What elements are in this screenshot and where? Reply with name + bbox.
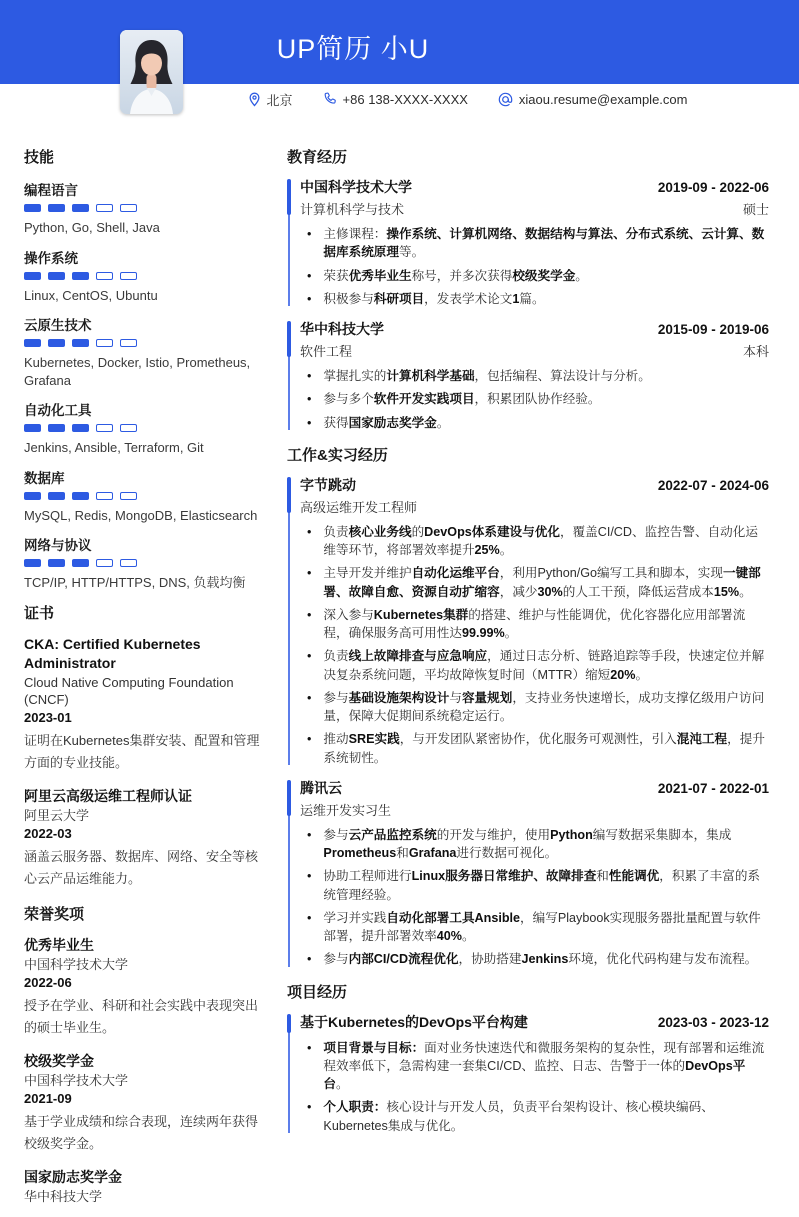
level-bar-filled (72, 492, 89, 500)
bullet-text: 项目背景与目标：面对业务快速迭代和微服务架构的复杂性，现有部署和运维流程效率低下，急需构建一套集CI/CD、监控、日志、告警于一体的DevOps平台。 (323, 1040, 765, 1091)
credential-date: 2022-03 (24, 825, 72, 841)
bullet-item (307, 1098, 769, 1135)
email-icon (498, 92, 513, 107)
credential-date: 2023-01 (24, 709, 72, 725)
level-bar-empty (120, 559, 137, 567)
bullet-dot: • (307, 952, 312, 967)
level-bar-filled (24, 204, 41, 212)
certs-heading: 证书 (24, 604, 55, 622)
bullet-item (307, 367, 769, 385)
skill-item (24, 534, 267, 592)
level-bar-empty (120, 272, 137, 280)
level-bar-empty (96, 339, 113, 347)
bullet-item (307, 606, 769, 643)
skill-detail: Kubernetes, Docker, Istio, Prometheus, Grafana (24, 355, 251, 388)
work-entries (287, 475, 769, 969)
entry-date: 2023-03 - 2023-12 (657, 1014, 769, 1030)
credential-desc: 基于学业成绩和综合表现，连续两年获得校级奖学金。 (24, 1113, 259, 1152)
bullet-text: 参与内部CI/CD流程优化，协助搭建Jenkins环境，优化代码构建与发布流程。 (323, 952, 758, 967)
work-heading: 工作&实习经历 (287, 446, 388, 464)
credential-date: 2022-06 (24, 974, 72, 990)
skill-detail: Python, Go, Shell, Java (24, 220, 160, 235)
skill-level-bars (24, 492, 267, 500)
education-heading: 教育经历 (287, 149, 348, 166)
entry-title: 华中科技大学 (300, 321, 384, 337)
skill-item (24, 247, 267, 305)
contact-text: xiaou.resume@example.com (518, 91, 688, 107)
skill-level-bars (24, 424, 267, 432)
contact-item (498, 92, 688, 107)
level-bar-filled (24, 272, 41, 280)
bullet-dot: • (307, 607, 312, 622)
phone-icon (323, 92, 337, 106)
level-bar-filled (48, 559, 65, 567)
level-bar-filled (72, 204, 89, 212)
entry-bullets (300, 225, 769, 308)
bullet-dot: • (307, 227, 312, 241)
bullet-dot: • (307, 690, 312, 705)
level-bar-filled (24, 339, 41, 347)
credential-org: 华中科技大学 (24, 1188, 103, 1204)
honors-heading: 荣誉奖项 (24, 906, 85, 924)
skill-name: 操作系统 (24, 250, 78, 266)
level-bar-empty (96, 492, 113, 500)
skill-level-bars (24, 559, 267, 567)
sidebar (24, 146, 267, 1217)
contact-item (323, 92, 468, 107)
skill-detail: MySQL, Redis, MongoDB, Elasticsearch (24, 507, 258, 523)
education-entries (287, 177, 769, 432)
level-bar-filled (24, 492, 41, 500)
bullet-dot: • (307, 291, 312, 306)
bullet-item (307, 523, 769, 560)
bullet-item (307, 826, 769, 863)
entry-bullets (300, 367, 769, 432)
bullet-item (307, 867, 769, 904)
level-bar-filled (48, 204, 65, 212)
entry-degree: 本科 (742, 344, 769, 359)
bullet-item (307, 730, 769, 767)
skill-name: 网络与协议 (24, 538, 92, 554)
credential-item (24, 1168, 267, 1205)
bullet-dot: • (307, 369, 312, 383)
level-bar-filled (48, 492, 65, 500)
level-bar-filled (48, 272, 65, 280)
bullet-item (307, 390, 769, 408)
bullet-dot: • (307, 566, 312, 581)
bullet-dot: • (307, 827, 312, 842)
level-bar-empty (120, 339, 137, 347)
skill-name: 编程语言 (24, 183, 78, 198)
level-bar-filled (72, 559, 89, 567)
resume-entry (287, 319, 769, 432)
skill-name: 数据库 (24, 470, 65, 486)
bullet-dot: • (307, 1040, 312, 1055)
bullet-item (307, 909, 769, 946)
bullet-text: 负责核心业务线的DevOps体系建设与优化，覆盖CI/CD、监控告警、自动化运维等环节，将部署效率提升25%。 (323, 524, 758, 557)
level-bar-filled (72, 424, 89, 432)
bullet-text: 个人职责：核心设计与开发人员，负责平台架构设计、核心模块编码、Kubernetes集成与优化。 (323, 1100, 714, 1133)
bullet-dot: • (307, 732, 312, 747)
bullet-text: 推动SRE实践，与开发团队紧密协作，优化服务可观测性，引入混沌工程，提升系统韧性。 (323, 732, 765, 765)
bullet-text: 主修课程：操作系统、计算机网络、数据结构与算法、分布式系统、云计算、数据库系统原理等。 (323, 227, 765, 260)
level-bar-empty (96, 559, 113, 567)
certs-list (24, 635, 267, 891)
bullet-item (307, 290, 769, 308)
credential-name: 国家励志奖学金 (24, 1169, 122, 1186)
skill-detail: TCP/IP, HTTP/HTTPS, DNS, 负载均衡 (24, 575, 246, 591)
bullet-text: 获得国家励志奖学金。 (323, 415, 450, 430)
entry-title: 中国科学技术大学 (300, 179, 412, 195)
entry-bullets (300, 523, 769, 767)
resume-entry (287, 1012, 769, 1135)
entry-date: 2019-09 - 2022-06 (657, 180, 769, 195)
contact-text: +86 138-XXXX-XXXX (342, 91, 468, 107)
credential-item (24, 635, 267, 775)
credential-org: 阿里云大学 (24, 808, 90, 824)
page-title: UP简历 小U (276, 34, 430, 64)
bullet-text: 负责线上故障排查与应急响应，通过日志分析、链路追踪等手段，快速定位并解决复杂系统问题，平均故障恢复时间（MTTR）缩短20%。 (323, 649, 765, 682)
level-bar-filled (48, 424, 65, 432)
contact-text: 北京 (266, 92, 293, 108)
bullet-text: 荣获优秀毕业生称号，并多次获得校级奖学金。 (323, 268, 588, 283)
entry-subtitle: 计算机科学与技术 (300, 202, 405, 217)
bullet-text: 参与云产品监控系统的开发与维护，使用Python编写数据采集脚本，集成Prometheus和Grafana进行数据可视化。 (323, 827, 732, 860)
bullet-item (307, 564, 769, 601)
credential-desc: 授予在学业、科研和社会实践中表现突出的硕士毕业生。 (24, 997, 259, 1036)
level-bar-empty (120, 424, 137, 432)
bullet-text: 掌握扎实的计算机科学基础，包括编程、算法设计与分析。 (323, 369, 651, 383)
credential-item (24, 787, 267, 891)
level-bar-empty (120, 204, 137, 212)
skill-item (24, 179, 267, 237)
level-bar-empty (96, 424, 113, 432)
level-bar-empty (96, 272, 113, 280)
skill-detail: Linux, CentOS, Ubuntu (24, 287, 158, 303)
skills-list (24, 179, 267, 592)
entry-subtitle: 运维开发实习生 (300, 802, 392, 818)
level-bar-filled (72, 339, 89, 347)
skill-item (24, 467, 267, 525)
bullet-text: 参与多个软件开发实践项目，积累团队协作经验。 (323, 392, 601, 407)
credential-org: 中国科学技术大学 (24, 957, 129, 973)
bullet-item (307, 647, 769, 684)
bullet-dot: • (307, 649, 312, 664)
bullet-dot: • (307, 415, 312, 430)
bullet-dot: • (307, 392, 312, 407)
bullet-text: 参与基础设施架构设计与容量规划，支持业务快速增长，成功支撑亿级用户访问量，保障大促期间系统稳定运行。 (323, 690, 765, 723)
credential-name: 优秀毕业生 (24, 937, 94, 954)
contact-item (248, 90, 293, 109)
credential-name: CKA: Certified Kubernetes Administrator (24, 635, 201, 671)
credential-date: 2021-09 (24, 1090, 72, 1106)
bullet-dot: • (307, 869, 312, 884)
credential-desc: 证明在Kubernetes集群安装、配置和管理方面的专业技能。 (24, 732, 260, 771)
resume-entry (287, 177, 769, 308)
bullet-dot: • (307, 1100, 312, 1115)
credential-org: Cloud Native Computing Foundation (CNCF) (24, 674, 234, 708)
entry-subtitle: 高级运维开发工程师 (300, 499, 418, 515)
level-bar-empty (120, 492, 137, 500)
project-entries (287, 1012, 769, 1135)
skill-item (24, 399, 267, 457)
skill-level-bars (24, 204, 267, 212)
level-bar-filled (72, 272, 89, 280)
credential-item (24, 936, 267, 1040)
projects-heading: 项目经历 (287, 983, 348, 1001)
credential-desc: 涵盖云服务器、数据库、网络、安全等核心云产品运维能力。 (24, 848, 259, 887)
level-bar-filled (24, 559, 41, 567)
entry-subtitle: 软件工程 (300, 344, 353, 359)
skill-level-bars (24, 272, 267, 280)
entry-degree: 硕士 (742, 202, 769, 217)
entry-bullets (300, 1039, 769, 1135)
credential-name: 阿里云高级运维工程师认证 (24, 788, 192, 805)
bullet-item (307, 689, 769, 726)
bullet-text: 协助工程师进行Linux服务器日常维护、故障排查和性能调优，积累了丰富的系统管理经验。 (323, 869, 761, 902)
main-content (287, 146, 769, 1146)
bullet-dot: • (307, 268, 312, 283)
entry-date: 2015-09 - 2019-06 (657, 322, 769, 337)
entry-bullets (300, 826, 769, 969)
credential-org: 中国科学技术大学 (24, 1072, 129, 1088)
skill-name: 云原生技术 (24, 318, 92, 334)
entry-title: 字节跳动 (300, 476, 356, 493)
resume-entry (287, 778, 769, 969)
skill-item (24, 314, 267, 389)
location-icon (248, 92, 261, 107)
resume-entry (287, 475, 769, 767)
honors-list (24, 936, 267, 1205)
skill-level-bars (24, 339, 267, 347)
bullet-text: 学习并实践自动化部署工具Ansible，编写Playbook实现服务器批量配置与软件部署，提升部署效率40%。 (323, 910, 761, 943)
bullet-item (307, 414, 769, 432)
skill-name: 自动化工具 (24, 403, 92, 419)
bullet-dot: • (307, 524, 312, 539)
entry-date: 2022-07 - 2024-06 (657, 477, 769, 493)
entry-title: 腾讯云 (300, 779, 342, 796)
level-bar-empty (96, 204, 113, 212)
bullet-item (307, 225, 769, 262)
level-bar-filled (48, 339, 65, 347)
bullet-item (307, 950, 769, 968)
bullet-item (307, 1039, 769, 1094)
bullet-text: 深入参与Kubernetes集群的搭建、维护与性能调优，优化容器化应用部署流程，确保服务高可用性达99.99%。 (323, 607, 746, 640)
bullet-text: 积极参与科研项目，发表学术论文1篇。 (323, 291, 545, 306)
credential-item (24, 1052, 267, 1156)
contact-row (136, 89, 799, 109)
level-bar-filled (24, 424, 41, 432)
entry-title: 基于Kubernetes的DevOps平台构建 (300, 1013, 528, 1030)
bullet-dot: • (307, 910, 312, 925)
bullet-text: 主导开发并维护自动化运维平台，利用Python/Go编写工具和脚本，实现一键部署、故障自愈、资源自动扩缩容，减少30%的人工干预，降低运营成本15%。 (323, 566, 761, 599)
skills-heading: 技能 (24, 149, 55, 166)
bullet-item (307, 267, 769, 285)
credential-name: 校级奖学金 (24, 1053, 94, 1070)
skill-detail: Jenkins, Ansible, Terraform, Git (24, 440, 204, 456)
entry-date: 2021-07 - 2022-01 (657, 780, 769, 796)
